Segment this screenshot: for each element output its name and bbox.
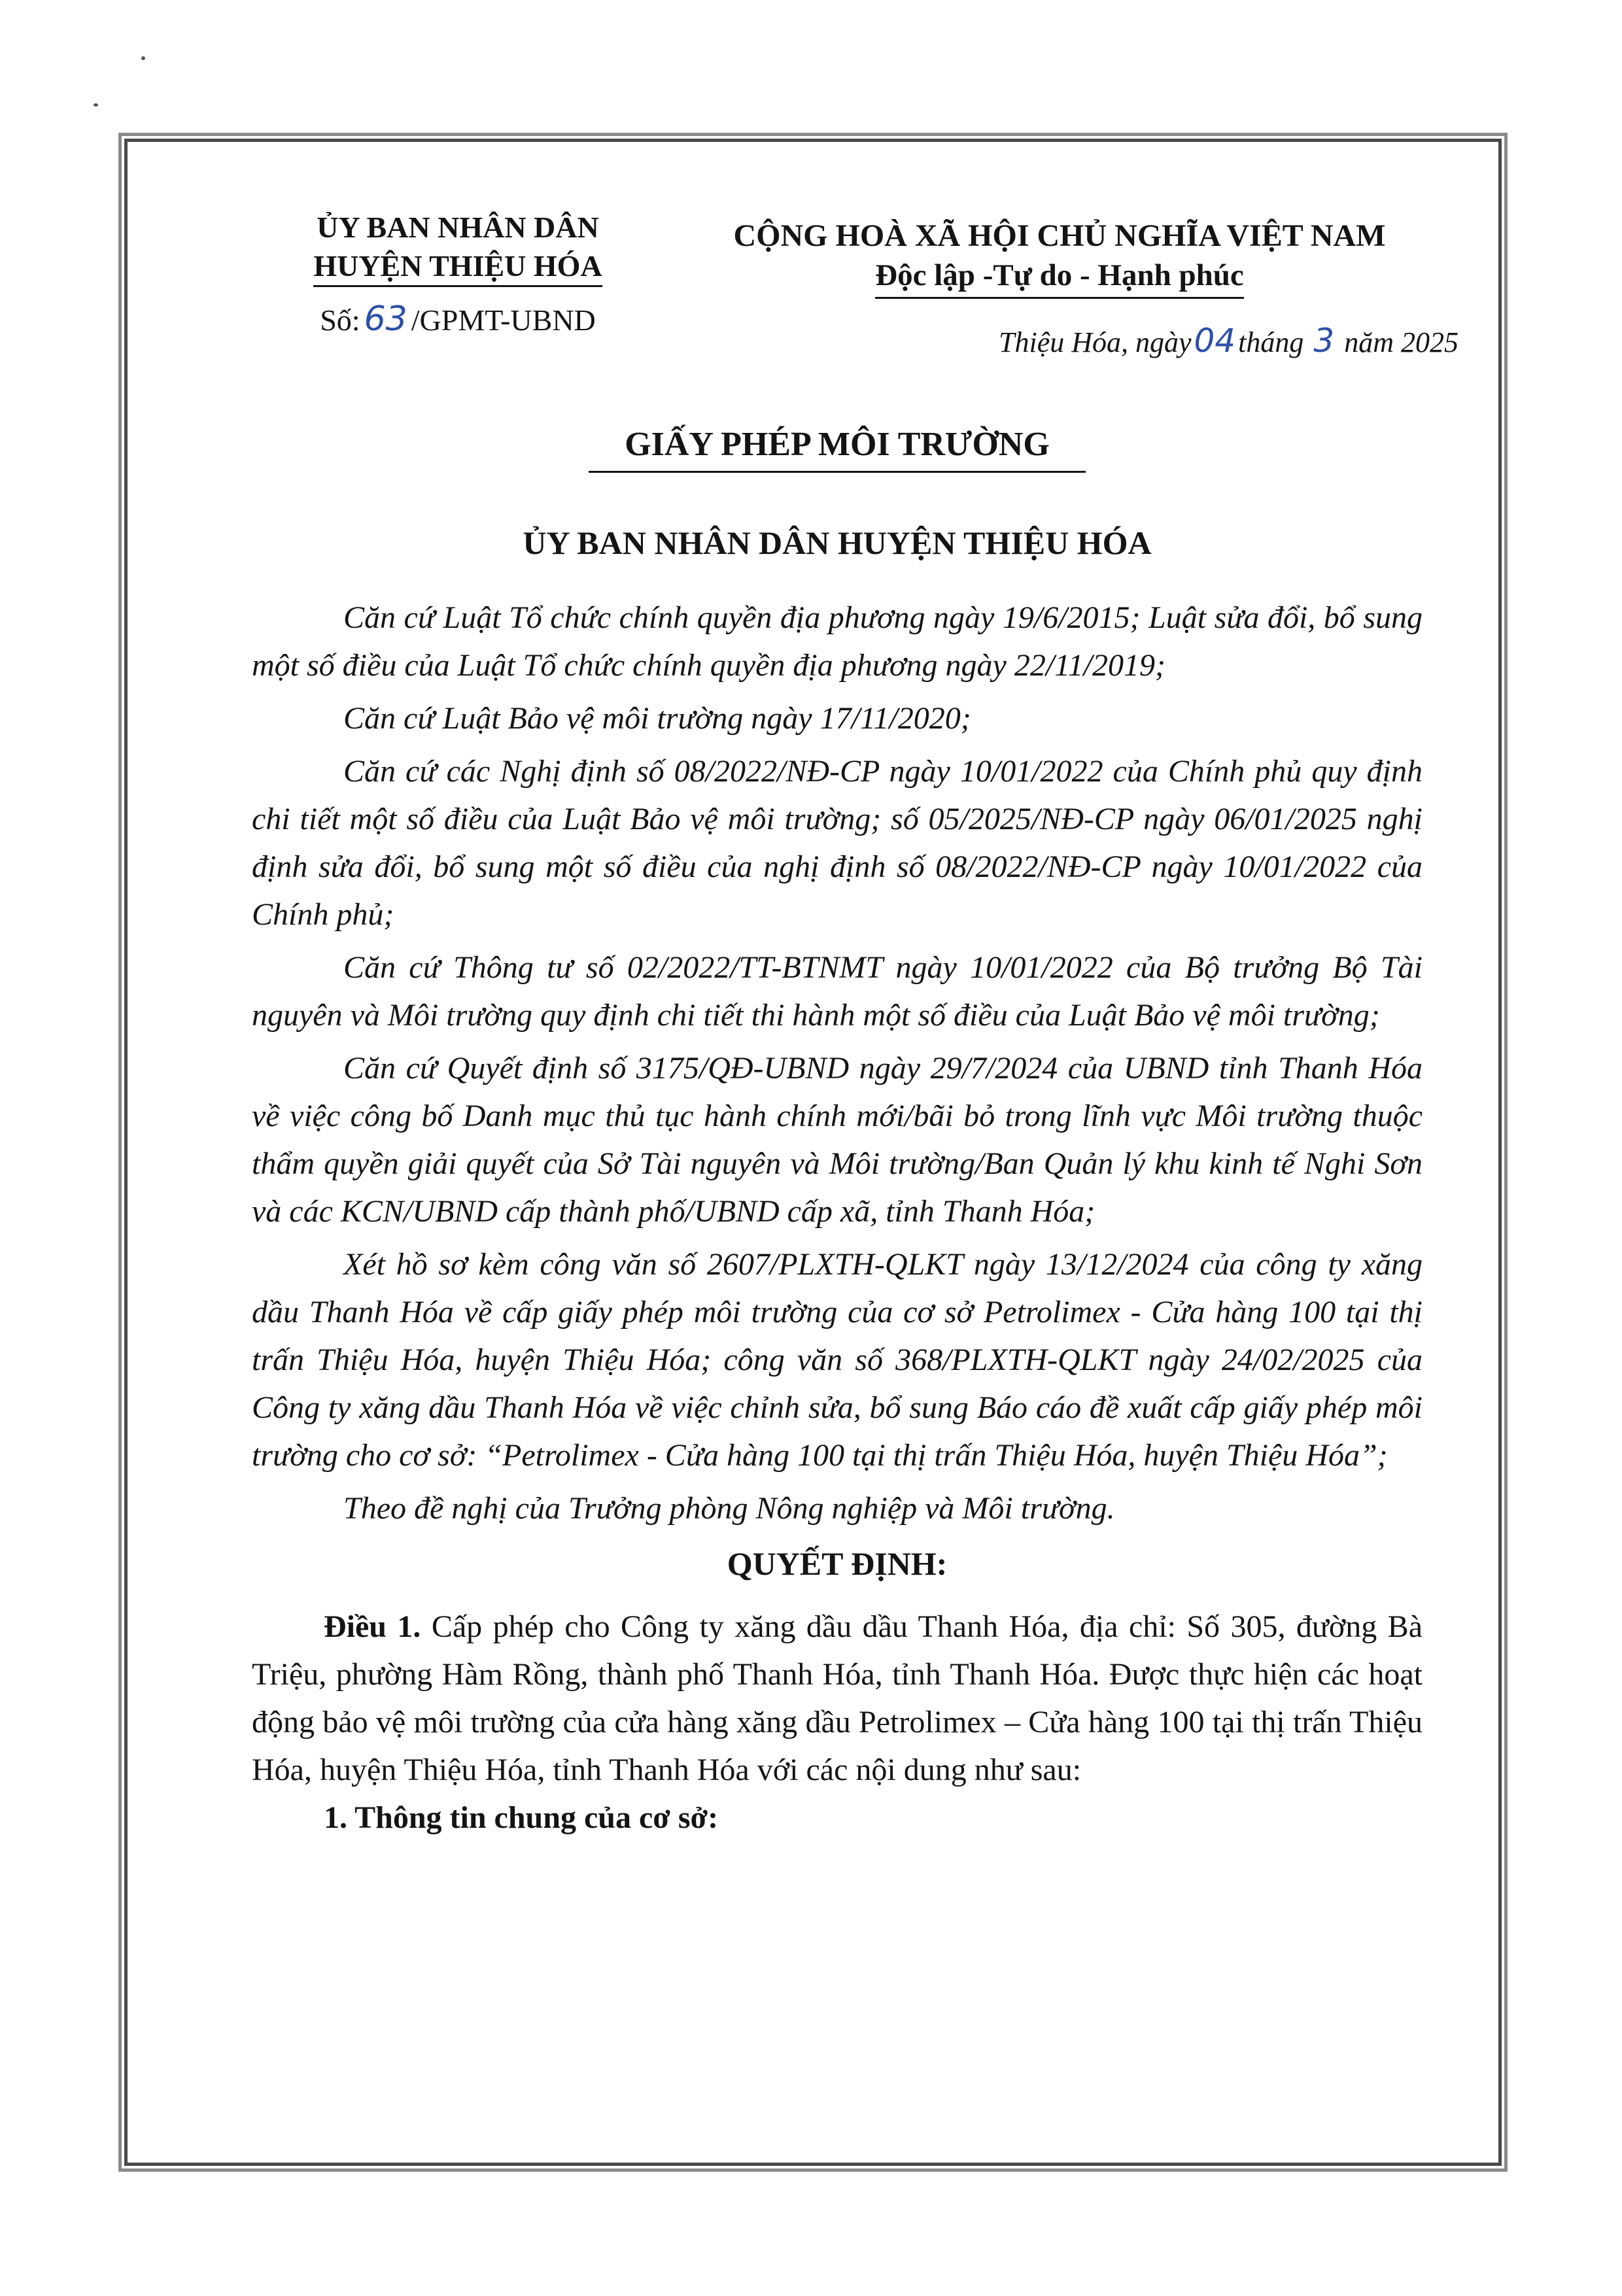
article-1-label: Điều 1.	[324, 1609, 421, 1644]
preamble-paragraph: Căn cứ Luật Bảo vệ môi trường ngày 17/11/2020;	[343, 701, 971, 736]
issue-date	[903, 319, 1458, 364]
preamble-paragraph: Theo đề nghị của Trưởng phòng Nông nghiệp và Môi trường.	[343, 1491, 1115, 1526]
article-1	[252, 1603, 1423, 1794]
issuer-heading: ỦY BAN NHÂN DÂN HUYỆN THIỆU HÓA	[523, 524, 1152, 561]
article-1-text: Cấp phép cho Công ty xăng dầu dầu Thanh Hóa, địa chỉ: Số 305, đường Bà Triệu, phường Hàm Rồng, thành phố Thanh Hóa, tỉnh Thanh Hóa. Được thực hiện các hoạt động bảo vệ môi trường của cửa hàng xăng dầu Petrolimex – Cửa hàng 100 tại thị trấn Thiệu Hóa, huyện Thiệu Hóa, tỉnh Thanh Hóa với các nội dung như sau:	[252, 1609, 1423, 1787]
agency-line-1: ỦY BAN NHÂN DÂN	[317, 211, 599, 244]
section-1-heading: 1. Thông tin chung của cơ sở:	[324, 1800, 719, 1835]
decision-heading: QUYẾT ĐỊNH:	[727, 1545, 948, 1582]
number-suffix: /GPMT-UBND	[411, 303, 596, 337]
handwritten-day: 04	[1194, 322, 1236, 360]
preamble-paragraph: Căn cứ Quyết định số 3175/QĐ-UBND ngày 29/7/2024 của UBND tỉnh Thanh Hóa về việc công bố Danh mục thủ tục hành chính mới/bãi bỏ trong lĩnh vực Môi trường thuộc thẩm quyền giải quyết của Sở Tài nguyên và Môi trường/Ban Quản lý khu kinh tế Nghi Sơn và các KCN/UBND cấp thành phố/UBND cấp xã, tỉnh Thanh Hóa;	[252, 1051, 1423, 1229]
date-month-label: tháng	[1238, 326, 1304, 358]
document-body	[252, 594, 1423, 1842]
preamble-paragraph: Căn cứ Luật Tổ chức chính quyền địa phương ngày 19/6/2015; Luật sửa đổi, bổ sung một số điều của Luật Tổ chức chính quyền địa phương ngày 22/11/2019;	[252, 600, 1423, 683]
number-prefix: Số:	[320, 303, 360, 337]
handwritten-number: 63	[364, 300, 407, 339]
country-name: CỘNG HOÀ XÃ HỘI CHỦ NGHĨA VIỆT NAM	[733, 218, 1386, 253]
handwritten-month: 3	[1313, 322, 1335, 360]
date-year: năm 2025	[1344, 326, 1458, 358]
motto: Độc lập -Tự do - Hạnh phúc	[875, 256, 1244, 299]
date-place: Thiệu Hóa, ngày	[999, 326, 1192, 358]
national-motto-block	[693, 216, 1426, 299]
preamble-paragraph: Căn cứ các Nghị định số 08/2022/NĐ-CP ngày 10/01/2022 của Chính phủ quy định chi tiết một số điều của Luật Bảo vệ môi trường; số 05/2025/NĐ-CP ngày 06/01/2025 nghị định sửa đổi, bổ sung một số điều của nghị định số 08/2022/NĐ-CP ngày 10/01/2022 của Chính phủ;	[252, 754, 1423, 932]
agency-line-2: HUYỆN THIỆU HÓA	[313, 247, 602, 287]
preamble-paragraph: Căn cứ Thông tư số 02/2022/TT-BTNMT ngày 10/01/2022 của Bộ trưởng Bộ Tài nguyên và Môi trường quy định chi tiết thi hành một số điều của Luật Bảo vệ môi trường;	[252, 950, 1423, 1033]
document-number	[255, 294, 661, 346]
scan-speck	[94, 103, 98, 107]
issuing-agency-block	[255, 208, 661, 346]
preamble-paragraph: Xét hồ sơ kèm công văn số 2607/PLXTH-QLKT ngày 13/12/2024 của công ty xăng dầu Thanh Hóa về cấp giấy phép môi trường của cơ sở Petrolimex - Cửa hàng 100 tại thị trấn Thiệu Hóa, huyện Thiệu Hóa; công văn số 368/PLXTH-QLKT ngày 24/02/2025 của Công ty xăng dầu Thanh Hóa về việc chỉnh sửa, bổ sung Báo cáo đề xuất cấp giấy phép môi trường cho cơ sở: “Petrolimex - Cửa hàng 100 tại thị trấn Thiệu Hóa, huyện Thiệu Hóa”;	[252, 1247, 1423, 1473]
scan-speck	[141, 56, 145, 60]
document-title: GIẤY PHÉP MÔI TRƯỜNG	[589, 419, 1086, 473]
